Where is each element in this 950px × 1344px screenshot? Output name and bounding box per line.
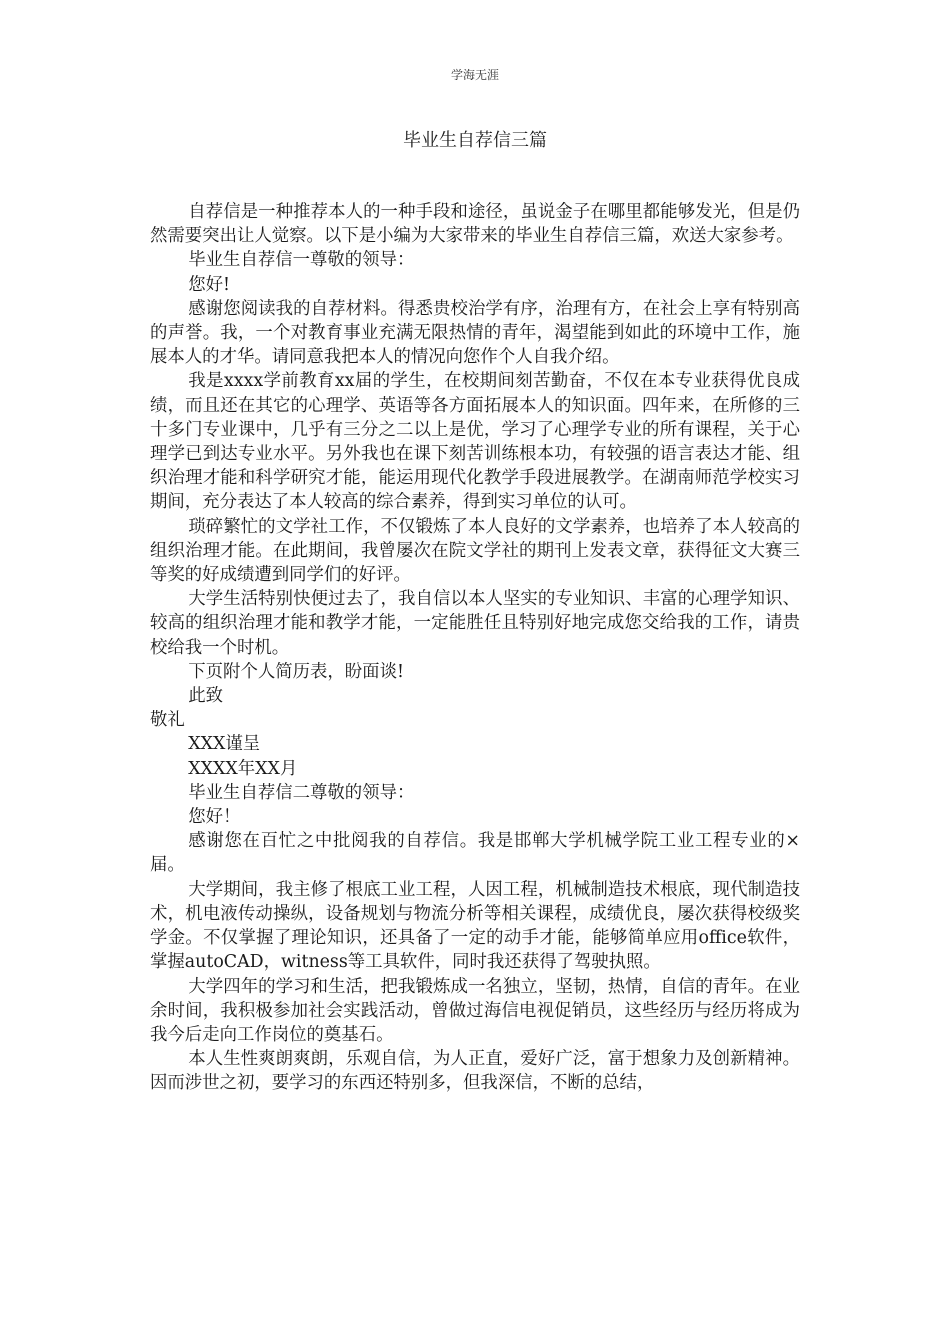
page-header: 学海无涯 xyxy=(450,68,499,82)
paragraph-closing: 敬礼 xyxy=(150,710,185,731)
document-body xyxy=(150,200,800,1096)
paragraph: 大学四年的学习和生活，把我锻炼成一名独立，坚韧，热情，自信的青年。在业余时间，我积极参加社会实践活动，曾做过海信电视促销员，这些经历与经历将成为我今后走向工作岗位的奠基石。 xyxy=(150,976,800,1045)
paragraph-greeting: 您好！ xyxy=(188,807,241,828)
paragraph-letter2-salutation: 毕业生自荐信二尊敬的领导： xyxy=(188,782,415,803)
paragraph-intro: 自荐信是一种推荐本人的一种手段和途径，虽说金子在哪里都能够发光，但是仍然需要突出让人觉察。以下是小编为大家带来的毕业生自荐信三篇，欢送大家参考。 xyxy=(150,202,800,247)
paragraph-greeting: 您好! xyxy=(188,274,231,295)
paragraph-cizhi: 此致 xyxy=(188,686,224,707)
paragraph-letter1-salutation: 毕业生自荐信一尊敬的领导： xyxy=(188,250,415,271)
paragraph-signature: XXX谨呈 xyxy=(188,734,261,755)
paragraph-date: XXXX年XX月 xyxy=(188,758,298,779)
paragraph: 大学期间，我主修了根底工业工程，人因工程，机械制造技术根底，现代制造技术，机电液传动操纵，设备规划与物流分析等相关课程，成绩优良，屡次获得校级奖学金。不仅掌握了理论知识，还具备了一定的动手才能，能够简单应用office软件，掌握autoCAD，witness等工具软件，同时我还获得了驾驶执照。 xyxy=(150,879,800,973)
paragraph: 下页附个人简历表，盼面谈! xyxy=(188,661,404,682)
paragraph: 大学生活特别快便过去了，我自信以本人坚实的专业知识、丰富的心理学知识、较高的组织治理才能和教学才能，一定能胜任且特别好地完成您交给我的工作，请贵校给我一个时机。 xyxy=(150,589,800,658)
paragraph: 感谢您阅读我的自荐材料。得悉贵校治学有序，治理有方，在社会上享有特别高的声誉。我，一个对教育事业充满无限热情的青年，渴望能到如此的环境中工作，施展本人的才华。请同意我把本人的情况向您作个人自我介绍。 xyxy=(150,298,800,368)
paragraph: 本人生性爽朗爽朗，乐观自信，为人正直，爱好广泛，富于想象力及创新精神。因而涉世之初，要学习的东西还特别多，但我深信，不断的总结， xyxy=(150,1049,800,1094)
document-title: 毕业生自荐信三篇 xyxy=(403,130,547,151)
paragraph: 琐碎繁忙的文学社工作，不仅锻炼了本人良好的文学素养，也培养了本人较高的组织治理才能。在此期间，我曾屡次在院文学社的期刊上发表文章，获得征文大赛三等奖的好成绩遭到同学们的好评。 xyxy=(150,516,800,586)
paragraph: 我是xxxx学前教育xx届的学生，在校期间刻苦勤奋，不仅在本专业获得优良成绩，而且还在其它的心理学、英语等各方面拓展本人的知识面。四年来，在所修的三十多门专业课中，几乎有三分之二以上是优，学习了心理学专业的所有课程，关于心理学已到达专业水平。另外我也在课下刻苦训练根本功，有较强的语言表达才能、组织治理才能和科学研究才能，能运用现代化教学手段进展教学。在湖南师范学校实习期间，充分表达了本人较高的综合素养，得到实习单位的认可。 xyxy=(150,371,800,513)
paragraph: 感谢您在百忙之中批阅我的自荐信。我是邯郸大学机械学院工业工程专业的×届。 xyxy=(150,831,800,876)
